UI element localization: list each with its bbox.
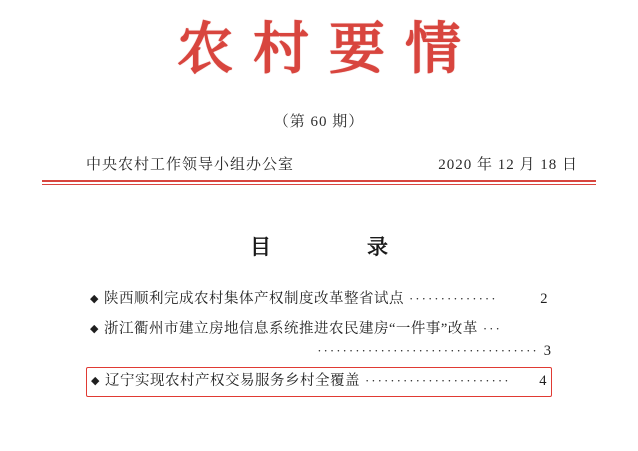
header-divider	[42, 180, 596, 185]
issue-number: （第 60 期）	[273, 114, 365, 130]
divider-thin-line	[42, 184, 596, 185]
toc-entry-title: 辽宁实现农村产权交易服务乡村全覆盖	[104, 372, 360, 389]
toc-leader-dots: ···	[482, 320, 502, 336]
toc-entry-continuation	[86, 343, 552, 360]
diamond-bullet-icon: ◆	[90, 293, 99, 305]
masthead-title: 农村要情	[177, 16, 481, 82]
toc-page-number: 3	[543, 342, 551, 359]
divider-thick-line	[42, 180, 596, 182]
diamond-bullet-icon: ◆	[90, 322, 99, 335]
toc-entry-wrap	[86, 367, 552, 397]
toc-entry-highlighted[interactable]	[86, 367, 552, 397]
document-meta	[42, 153, 596, 174]
toc-entry[interactable]	[86, 317, 552, 343]
toc-entry[interactable]	[86, 287, 552, 313]
toc-entry-wrap	[86, 287, 552, 313]
toc-entry-title: 陕西顺利完成农村集体产权制度改革整省试点	[103, 291, 404, 307]
toc-leader-dots: ··············	[408, 291, 498, 306]
toc-page-number: 2	[540, 291, 548, 307]
toc-leader-dots: ·······················	[364, 372, 511, 388]
toc-entry-wrap	[86, 317, 552, 360]
diamond-bullet-icon: ◆	[91, 374, 100, 387]
issuing-organization: 中央农村工作领导小组办公室	[86, 157, 295, 173]
issue-date: 2020 年 12 月 18 日	[438, 157, 578, 173]
toc-leader-dots: ···································	[317, 342, 539, 358]
table-of-contents-title: 目 录	[250, 235, 406, 259]
toc-entry-title: 浙江衢州市建立房地信息系统推进农民建房“一件事”改革	[103, 320, 478, 337]
toc-page-number: 4	[539, 372, 547, 389]
table-of-contents	[86, 287, 552, 397]
